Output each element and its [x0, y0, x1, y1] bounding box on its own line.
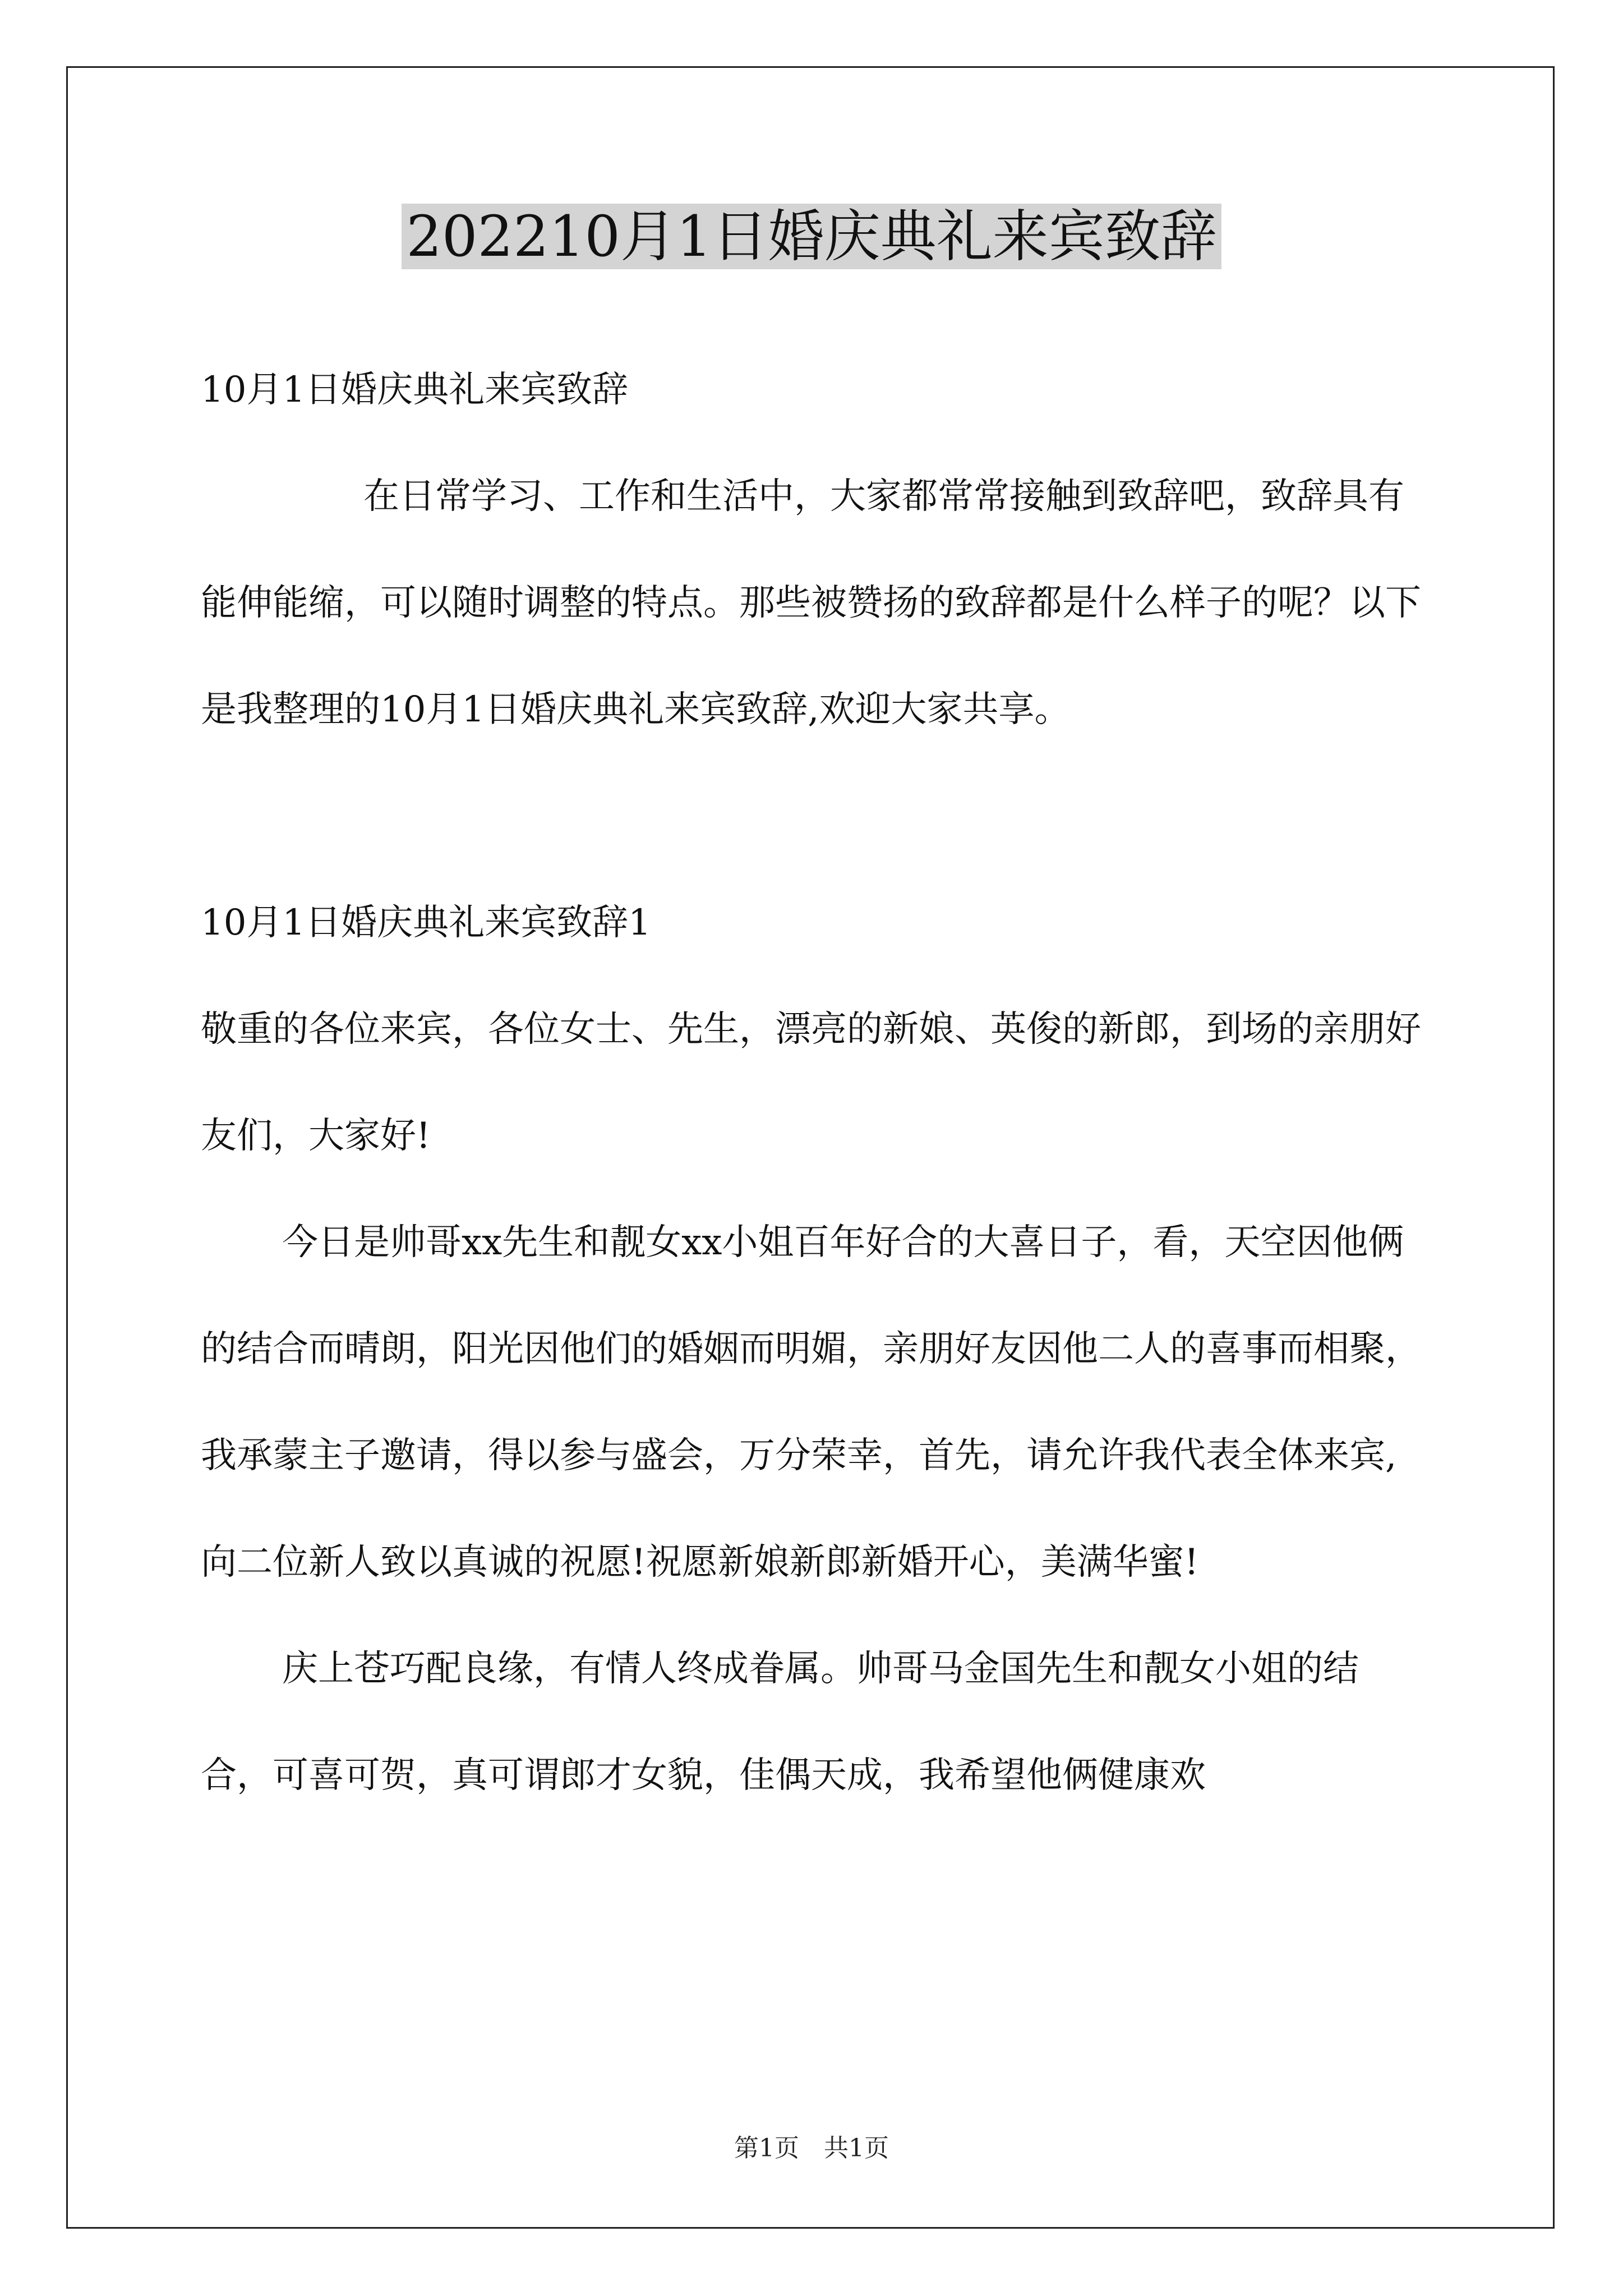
greeting-paragraph: 敬重的各位来宾，各位女士、先生，漂亮的新娘、英俊的新郎，到场的亲朋好友们，大家好! — [201, 1009, 1421, 1157]
document-title — [0, 197, 1623, 276]
paragraph-gap — [201, 763, 1423, 869]
document-body — [201, 337, 1423, 1829]
intro-paragraph: 在日常学习、工作和生活中，大家都常常接触到致辞吧，致辞具有能伸能缩，可以随时调整的特点。那些被赞扬的致辞都是什么样子的呢？以下是我整理的10月1日婚庆典礼来宾致辞,欢迎大家共享。 — [201, 476, 1421, 730]
section-heading: 10月1日婚庆典礼来宾致辞1 — [201, 902, 651, 944]
document-title-text: 202210月1日婚庆典礼来宾致辞 — [402, 204, 1221, 269]
page-footer: 第1页 共1页 — [734, 2134, 889, 2162]
body-paragraph-2: 庆上苍巧配良缘，有情人终成眷属。帅哥马金国先生和靓女小姐的结合，可喜可贺，真可谓郎才女貌，佳偶天成，我希望他俩健康欢 — [201, 1648, 1359, 1796]
body-paragraph-1: 今日是帅哥xx先生和靓女xx小姐百年好合的大喜日子，看，天空因他俩的结合而晴朗，阳光因他们的婚姻而明媚，亲朋好友因他二人的喜事而相聚，我承蒙主子邀请，得以参与盛会，万分荣幸，首先，请允许我代表全体来宾,向二位新人致以真诚的祝愿!祝愿新娘新郎新婚开心，美满华蜜! — [201, 1222, 1421, 1583]
document-subtitle: 10月1日婚庆典礼来宾致辞 — [201, 369, 629, 411]
